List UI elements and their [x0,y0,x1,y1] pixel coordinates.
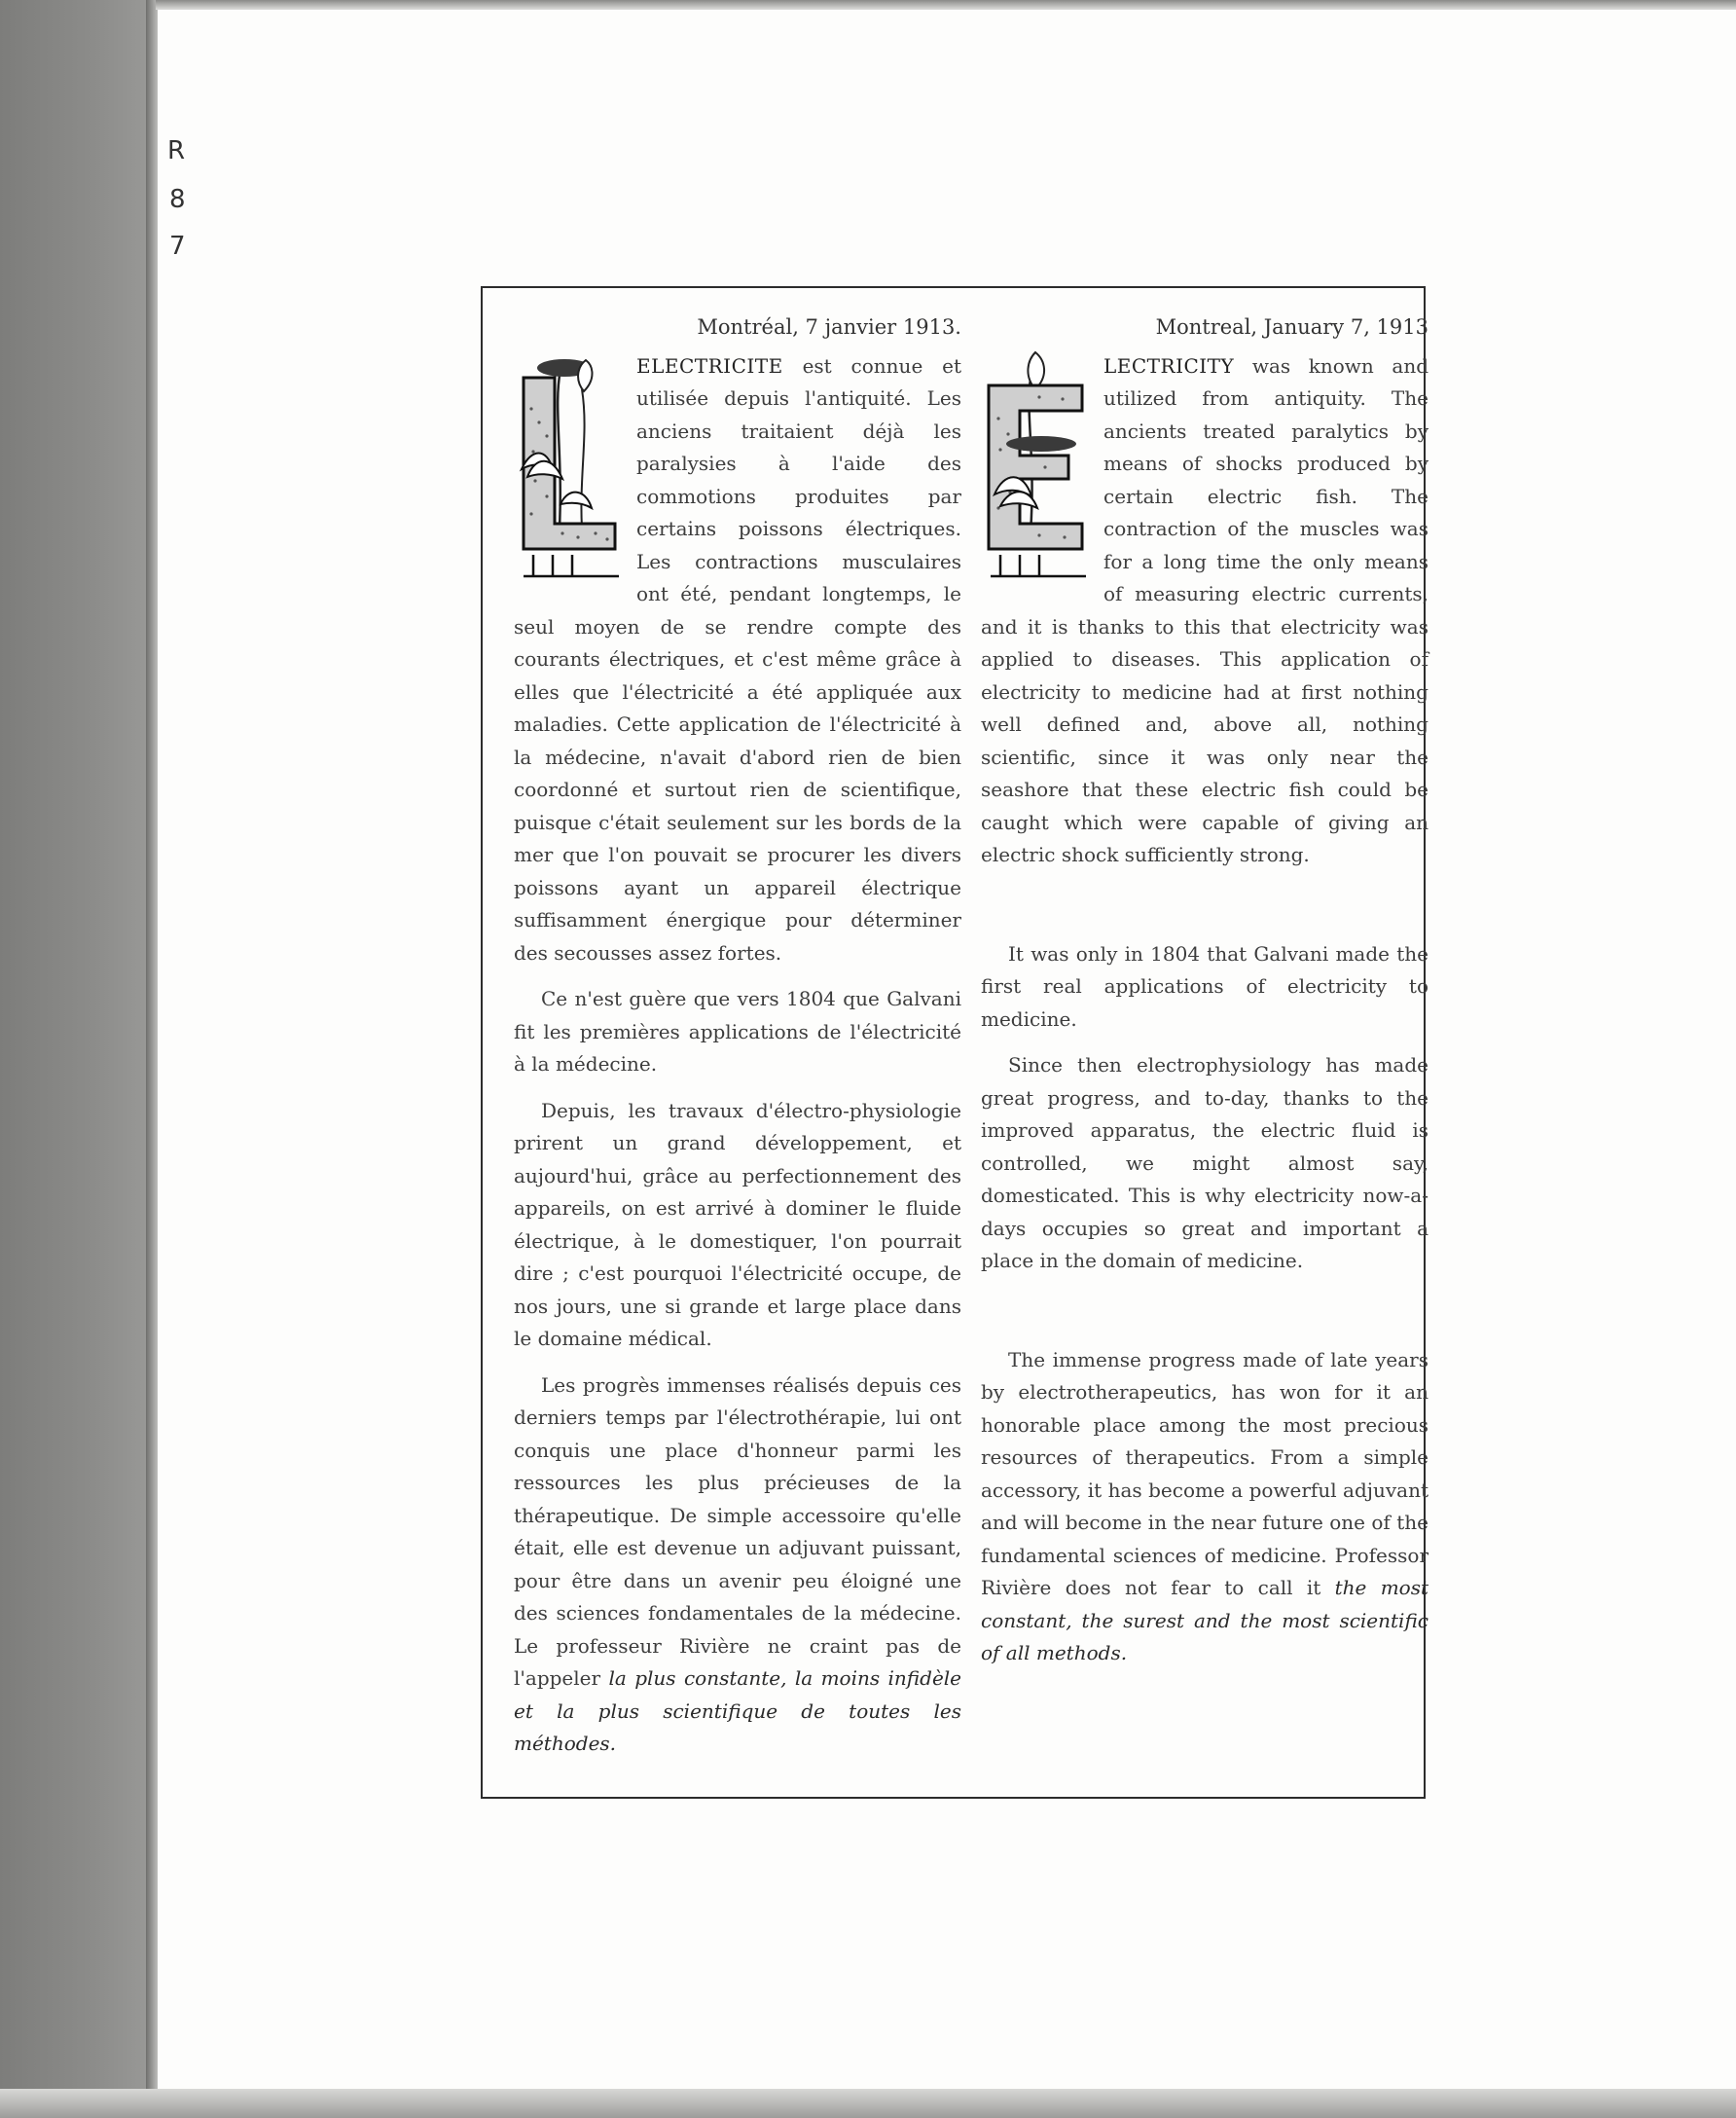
english-paragraph-4-text: The immense progress made of late years by electrotherapeutics, has won for it an honorable place among the most precious resources of therapeutics. From a simple accessory, it has become a powerful adjuvant and will become in the near future one of the fundamental sciences of medicine. Professor Rivière does not fear to call it [981,1347,1429,1599]
english-paragraph-2: It was only in 1804 that Galvani made the first real applications of electricity to medicine. [981,941,1429,1031]
drop-cap-letter-fr: L [599,466,600,468]
margin-mark-1: R [167,136,186,165]
drop-cap-l-lotus-icon [514,350,623,582]
drop-cap-e-lotus-icon [981,350,1090,582]
english-paragraph-4 [981,1344,1429,1670]
french-lead-word: ELECTRICITE [636,353,783,378]
scan-shadow-top [156,0,1736,10]
english-lead-word: LECTRICITY [1103,353,1235,378]
french-paragraph-4-text: Les progrès immenses réalisés depuis ces derniers temps par l'électrothérapie, lui ont conquis une place d'honneur parmi les ressources les plus précieuses de la thérapeutique. De simple accessoire qu'elle était, elle est devenue un adjuvant puissant, pour être dans un avenir peu éloigné une des sciences fondamentales de la médecine. Le professeur Rivière ne craint pas de l'appeler [514,1372,961,1690]
french-dateline: Montréal, 7 janvier 1913. [697,315,961,339]
english-paragraph-3: Since then electrophysiology has made great progress, and to-day, thanks to the improved apparatus, the electric fluid is controlled, we might almost say, domesticated. This is why electricity now-a-days occupies so great and important a place in the domain of medicine. [981,1053,1429,1272]
scan-shadow-bottom [0,2089,1736,2118]
french-column [514,311,961,1761]
scan-binding-edge [146,0,158,2118]
french-paragraph-4 [514,1369,961,1761]
margin-mark-3: 7 [169,232,186,261]
french-paragraph-3: Depuis, les travaux d'électro-physiologie prirent un grand développement, et aujourd'hui, grâce au perfectionnement des appareils, on est arrivé à dominer le fluide électrique, à le domestiquer, l'on pourrait dire ; c'est pourquoi l'électricité occupe, de nos jours, une si grande et large place dans le domaine médical. [514,1098,961,1350]
french-paragraph-1-text: est connue et utilisée depuis l'antiquité. Les anciens traitaient déjà les paralysies à l'aide des commotions produites par certains poissons électriques. Les contractions musculaires ont été, pendant longtemps, le seul moyen de se rendre compte des courants électriques, et c'est même grâce à elles que l'électricité a été appliquée aux maladies. Cette application de l'électricité à la médecine, n'avait d'abord rien de bien coordonné et surtout rien de scientifique, puisque c'était seulement sur les bords de la mer que l'on pouvait se procurer les divers poissons ayant un appareil électrique suffisamment énergique pour déterminer des secousses assez fortes. [514,353,961,965]
english-paragraph-1-text: was known and utilized from antiquity. The ancients treated paralytics by means of shocks produced by certain electric fish. The contraction of the muscles was for a long time the only means of measuring electric currents, and it is thanks to this that electricity was applied to diseases. This application of electricity to medicine had at first nothing well defined and, above all, nothing scientific, since it was only near the seashore that these electric fish could be caught which were capable of giving an electric shock sufficiently strong. [981,353,1429,866]
french-paragraph-2: Ce n'est guère que vers 1804 que Galvani fit les premières applications de l'électricité à la médecine. [514,987,961,1076]
french-quote: la plus constante, la moins infidèle et la plus scientifique de toutes les méthodes. [514,1666,962,1755]
english-column [981,311,1429,1670]
margin-mark-2: 8 [169,185,186,214]
english-quote: the most constant, the surest and the most scientific of all methods. [981,1576,1429,1664]
english-dateline: Montreal, January 7, 1913 [1155,315,1429,339]
scan-shadow-left [0,0,156,2118]
